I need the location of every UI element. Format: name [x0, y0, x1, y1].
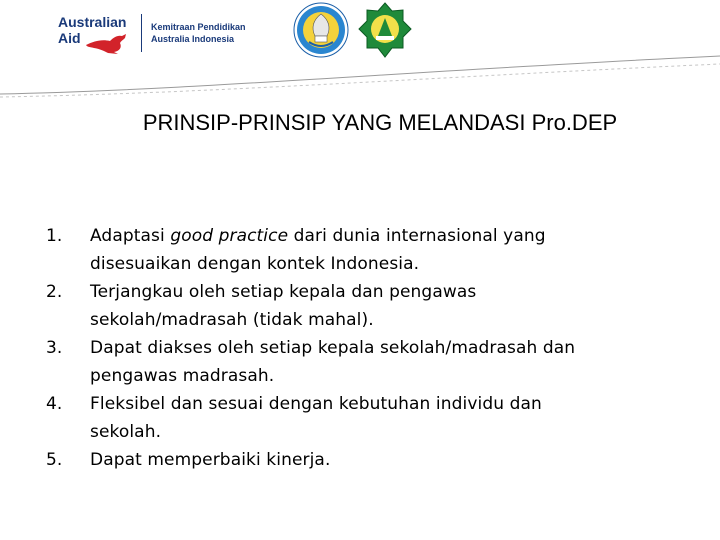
list-item	[46, 390, 686, 446]
list-number: 2.	[46, 282, 63, 302]
item-text: Dapat diakses oleh setiap kepala sekolah/madrasah dan	[90, 338, 576, 358]
australian-aid-logo	[58, 14, 140, 54]
list-item	[46, 278, 686, 334]
item-italic-text: good practice	[170, 226, 289, 246]
list-number: 1.	[46, 226, 63, 246]
item-continuation: sekolah/madrasah (tidak mahal).	[90, 310, 374, 330]
partner-line-2: Australia Indonesia	[151, 34, 235, 44]
item-text: Fleksibel dan sesuai dengan kebutuhan individu dan	[90, 394, 542, 414]
item-continuation: pengawas madrasah.	[90, 366, 275, 386]
slide-header	[0, 0, 720, 95]
list-number: 3.	[46, 338, 63, 358]
item-text: Terjangkau oleh setiap kepala dan pengawas	[90, 282, 477, 302]
list-item	[46, 222, 686, 278]
partner-name	[151, 21, 246, 45]
logo-divider	[141, 14, 142, 52]
list-number: 5.	[46, 450, 63, 470]
partner-line-1: Kemitraan Pendidikan	[151, 22, 246, 32]
header-swoosh	[0, 50, 720, 100]
list-number: 4.	[46, 394, 63, 414]
principles-list	[46, 222, 686, 474]
item-text: Dapat memperbaiki kinerja.	[90, 450, 331, 470]
list-item	[46, 446, 686, 474]
item-text: Adaptasi	[90, 226, 171, 246]
list-item	[46, 334, 686, 390]
item-text: dari dunia internasional yang	[288, 226, 546, 246]
item-continuation: disesuaikan dengan kontek Indonesia.	[90, 254, 420, 274]
item-continuation: sekolah.	[90, 422, 162, 442]
slide-title: PRINSIP-PRINSIP YANG MELANDASI Pro.DEP	[142, 110, 618, 135]
logo-line-2: Aid	[58, 30, 81, 46]
logo-line-1: Australian	[58, 14, 127, 30]
